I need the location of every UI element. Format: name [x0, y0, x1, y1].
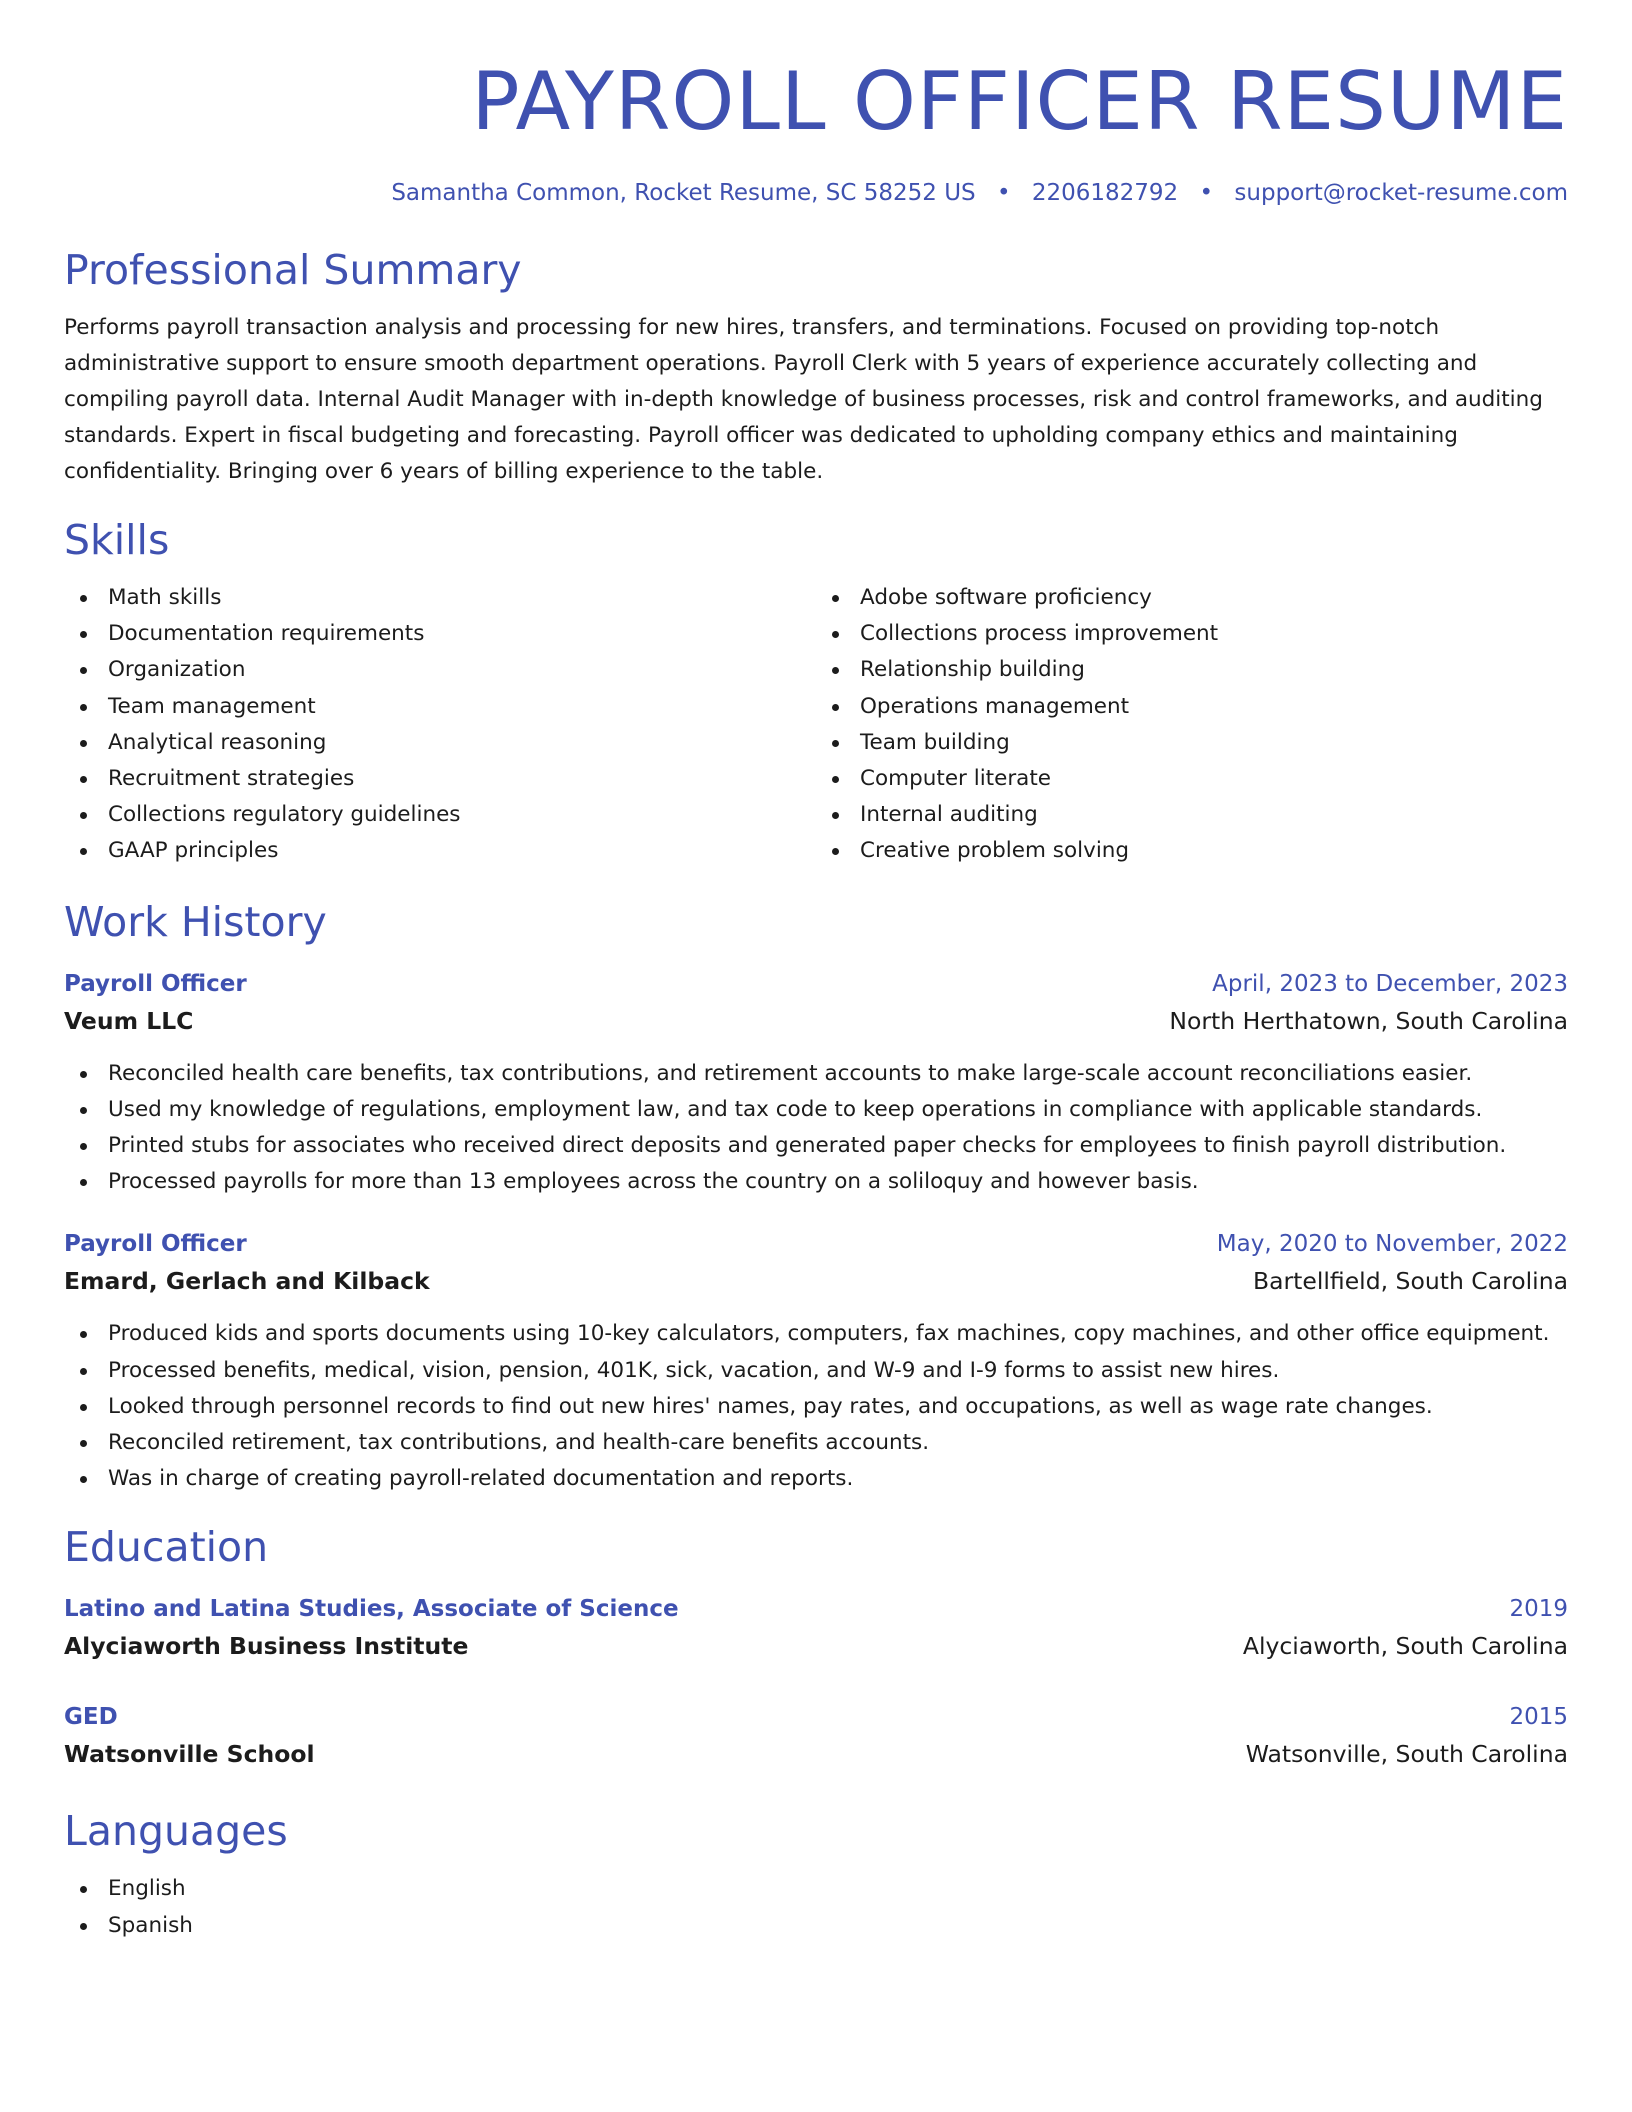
job-dates: April, 2023 to December, 2023	[1212, 970, 1568, 997]
job-company-row	[64, 1002, 1568, 1040]
languages-list	[64, 1871, 1568, 1943]
education-location: Alyciaworth, South Carolina	[1242, 1632, 1568, 1661]
education-header-row	[64, 1699, 1568, 1735]
skill-item: Team building	[816, 725, 1568, 761]
contact-separator: •	[1199, 180, 1214, 206]
skills-grid	[64, 580, 1568, 870]
education-school: Watsonville School	[64, 1740, 315, 1769]
education-location: Watsonville, South Carolina	[1245, 1740, 1568, 1769]
skill-item: Team management	[64, 689, 816, 725]
contact-separator: •	[996, 180, 1011, 206]
education-degree: Latino and Latina Studies, Associate of Science	[64, 1596, 679, 1623]
language-item: English	[64, 1871, 1568, 1907]
contact-address: Samantha Common, Rocket Resume, SC 58252 US	[391, 180, 976, 206]
job-bullet: Looked through personnel records to find out new hires' names, pay rates, and occupations, as well as wage rate changes.	[64, 1389, 1568, 1425]
skill-item: GAAP principles	[64, 833, 816, 869]
skill-item: Analytical reasoning	[64, 725, 816, 761]
languages-heading: Languages	[64, 1807, 288, 1856]
job-company-row	[64, 1262, 1568, 1300]
skills-column-right	[816, 580, 1568, 870]
job-dates: May, 2020 to November, 2022	[1216, 1231, 1568, 1258]
education-heading: Education	[64, 1523, 269, 1572]
summary-section	[64, 244, 1568, 490]
job-entry	[64, 966, 1568, 1201]
contact-email: support@rocket-resume.com	[1234, 180, 1568, 206]
skill-item: Organization	[64, 652, 816, 688]
education-degree: GED	[64, 1704, 118, 1731]
job-bullet: Was in charge of creating payroll-related documentation and reports.	[64, 1461, 1568, 1497]
work-history-section	[64, 896, 1568, 1498]
language-item: Spanish	[64, 1908, 1568, 1944]
education-year: 2019	[1509, 1596, 1568, 1623]
job-bullet: Processed payrolls for more than 13 employees across the country on a soliloquy and however basis.	[64, 1164, 1568, 1200]
summary-heading: Professional Summary	[64, 246, 522, 294]
skill-item: Math skills	[64, 580, 816, 616]
contact-line	[64, 176, 1568, 210]
job-location: North Herthatown, South Carolina	[1169, 1006, 1568, 1035]
job-location: Bartellfield, South Carolina	[1252, 1267, 1568, 1296]
job-bullet: Reconciled health care benefits, tax contributions, and retirement accounts to make large-scale account reconciliations easier.	[64, 1056, 1568, 1092]
summary-text: Performs payroll transaction analysis and processing for new hires, transfers, and terminations. Focused on providing top-notch administrative support to ensure smooth department operations. Payroll Clerk with 5 years of experience accurately collecting and compiling payroll data. Internal Audit Manager with in-depth knowledge of business processes, risk and control frameworks, and auditing standards. Expert in fiscal budgeting and forecasting. Payroll officer was dedicated to upholding company ethics and maintaining confidentiality. Bringing over 6 years of billing experience to the table.	[64, 315, 1543, 484]
education-entry	[64, 1699, 1568, 1773]
skill-item: Operations management	[816, 689, 1568, 725]
skills-column-left	[64, 580, 816, 870]
skill-item: Recruitment strategies	[64, 761, 816, 797]
skill-item: Creative problem solving	[816, 833, 1568, 869]
job-header-row	[64, 1226, 1568, 1262]
languages-section	[64, 1805, 1568, 1943]
resume-title: PAYROLL OFFICER RESUME	[471, 55, 1568, 148]
education-school-row	[64, 1735, 1568, 1773]
education-school-row	[64, 1627, 1568, 1665]
skills-section	[64, 514, 1568, 870]
contact-phone: 2206182792	[1031, 180, 1179, 206]
job-bullets	[64, 1316, 1568, 1497]
education-school: Alyciaworth Business Institute	[64, 1632, 469, 1661]
job-company: Veum LLC	[64, 1006, 194, 1035]
job-bullet: Produced kids and sports documents using 10-key calculators, computers, fax machines, copy machines, and other office equipment.	[64, 1316, 1568, 1352]
job-bullets	[64, 1056, 1568, 1201]
job-bullet: Reconciled retirement, tax contributions, and health-care benefits accounts.	[64, 1425, 1568, 1461]
education-header-row	[64, 1591, 1568, 1627]
job-entry	[64, 1226, 1568, 1497]
education-entry	[64, 1591, 1568, 1665]
work-history-heading: Work History	[64, 897, 327, 946]
skill-item: Collections regulatory guidelines	[64, 797, 816, 833]
skill-item: Collections process improvement	[816, 616, 1568, 652]
education-year: 2015	[1509, 1704, 1568, 1731]
skill-item: Documentation requirements	[64, 616, 816, 652]
job-bullet: Processed benefits, medical, vision, pension, 401K, sick, vacation, and W-9 and I-9 forms to assist new hires.	[64, 1353, 1568, 1389]
skill-item: Computer literate	[816, 761, 1568, 797]
job-title: Payroll Officer	[64, 970, 247, 997]
skills-heading: Skills	[64, 516, 170, 564]
job-bullet: Used my knowledge of regulations, employment law, and tax code to keep operations in compliance with applicable standards.	[64, 1092, 1568, 1128]
skills-list-left	[64, 580, 816, 870]
skill-item: Internal auditing	[816, 797, 1568, 833]
job-header-row	[64, 966, 1568, 1002]
job-bullet: Printed stubs for associates who received direct deposits and generated paper checks for employees to finish payroll distribution.	[64, 1128, 1568, 1164]
skill-item: Adobe software proficiency	[816, 580, 1568, 616]
skills-list-right	[816, 580, 1568, 870]
job-title: Payroll Officer	[64, 1231, 247, 1258]
job-company: Emard, Gerlach and Kilback	[64, 1267, 430, 1296]
education-section	[64, 1521, 1568, 1773]
skill-item: Relationship building	[816, 652, 1568, 688]
